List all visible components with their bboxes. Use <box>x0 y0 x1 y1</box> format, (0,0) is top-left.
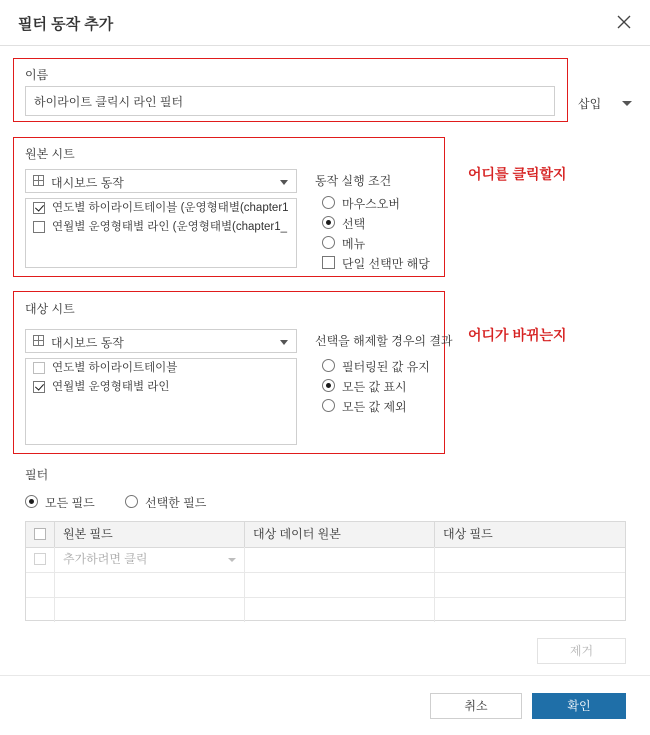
radio-icon[interactable] <box>25 495 38 508</box>
clear-option-label: 모든 값 제외 <box>342 400 407 414</box>
list-item[interactable] <box>26 218 296 237</box>
checkbox-icon[interactable] <box>34 553 46 565</box>
run-condition-option-label: 메뉴 <box>342 237 366 251</box>
name-input[interactable] <box>25 86 555 116</box>
filter-option-label: 선택한 필드 <box>145 496 207 510</box>
run-condition-label: 동작 실행 조건 <box>315 174 392 188</box>
checkbox-icon[interactable] <box>33 202 45 214</box>
filter-option-label: 모든 필드 <box>45 496 95 510</box>
table-header-row <box>26 522 625 548</box>
name-label: 이름 <box>25 68 49 82</box>
remove-button[interactable]: 제거 <box>537 638 626 664</box>
source-sheet-dropdown-value: 대시보드 동작 <box>51 176 124 190</box>
dialog-titlebar <box>0 0 650 46</box>
row-target-field-cell[interactable] <box>435 597 625 622</box>
checkbox-icon[interactable] <box>33 381 45 393</box>
list-item[interactable] <box>26 359 296 378</box>
table-row[interactable] <box>26 597 625 622</box>
table-row[interactable] <box>26 572 625 598</box>
clear-selection-label: 선택을 해제할 경우의 결과 <box>315 334 453 348</box>
checkbox-icon[interactable] <box>322 256 335 269</box>
run-condition-option-label: 선택 <box>342 217 366 231</box>
table-header-target-datasource: 대상 데이터 원본 <box>245 522 435 547</box>
checkbox-icon[interactable] <box>33 362 45 374</box>
chevron-down-icon[interactable] <box>622 101 632 106</box>
row-target-datasource-cell[interactable] <box>245 547 435 572</box>
filter-label: 필터 <box>25 468 49 482</box>
source-sheet-list[interactable] <box>25 198 297 268</box>
row-checkbox-cell[interactable] <box>26 547 55 572</box>
radio-icon[interactable] <box>322 379 335 392</box>
list-item-label: 연월별 운영형태별 라인 <box>52 381 170 393</box>
radio-icon[interactable] <box>322 216 335 229</box>
annotation-source: 어디를 클릭할지 <box>468 166 567 182</box>
list-item[interactable] <box>26 378 296 397</box>
insert-button[interactable]: 삽입 <box>578 97 602 111</box>
ok-button[interactable]: 확인 <box>532 693 626 719</box>
row-source-field-cell[interactable]: 추가하려면 클릭 <box>55 547 245 572</box>
list-item[interactable] <box>26 199 296 218</box>
clear-option-label: 필터링된 값 유지 <box>342 360 430 374</box>
table-row[interactable] <box>26 547 625 573</box>
close-icon[interactable] <box>608 7 640 37</box>
table-header-target-field: 대상 필드 <box>443 527 493 541</box>
clear-option-label: 모든 값 표시 <box>342 380 407 394</box>
checkbox-icon[interactable] <box>34 528 46 540</box>
target-sheet-label: 대상 시트 <box>25 302 75 316</box>
list-item-label: 연월별 운영형태별 라인 (운영형태별(chapter1_ <box>52 221 288 233</box>
annotation-target: 어디가 바뀌는지 <box>468 327 567 343</box>
radio-icon[interactable] <box>322 236 335 249</box>
row-source-field-cell[interactable] <box>55 572 245 597</box>
row-target-field-cell[interactable] <box>435 547 625 572</box>
dashboard-icon <box>33 175 44 186</box>
target-sheet-dropdown[interactable] <box>25 329 297 353</box>
chevron-down-icon <box>280 340 288 345</box>
list-item-label: 연도별 하이라이트테이블 <box>52 362 178 374</box>
list-item-label: 연도별 하이라이트테이블 (운영형태별(chapter1 <box>52 202 289 214</box>
source-sheet-dropdown[interactable] <box>25 169 297 193</box>
radio-icon[interactable] <box>322 359 335 372</box>
radio-icon[interactable] <box>322 399 335 412</box>
row-target-datasource-cell[interactable] <box>245 572 435 597</box>
row-checkbox-cell[interactable] <box>26 597 55 622</box>
run-condition-option-label: 마우스오버 <box>342 197 400 211</box>
row-target-field-cell[interactable] <box>435 572 625 597</box>
cancel-button[interactable]: 취소 <box>430 693 522 719</box>
target-sheet-dropdown-value: 대시보드 동작 <box>51 336 124 350</box>
dialog-title: 필터 동작 추가 <box>18 16 114 33</box>
row-target-datasource-cell[interactable] <box>245 597 435 622</box>
filter-fields-table <box>25 521 626 621</box>
chevron-down-icon[interactable] <box>228 558 236 562</box>
dashboard-icon <box>33 335 44 346</box>
source-sheet-label: 원본 시트 <box>25 147 75 161</box>
chevron-down-icon <box>280 180 288 185</box>
checkbox-icon[interactable] <box>33 221 45 233</box>
table-header-select-all[interactable] <box>26 522 55 547</box>
table-header-source-field: 원본 필드 <box>55 522 245 547</box>
radio-icon[interactable] <box>125 495 138 508</box>
single-select-only-label: 단일 선택만 해당 <box>342 257 430 271</box>
footer-divider <box>0 675 650 676</box>
row-checkbox-cell[interactable] <box>26 572 55 597</box>
row-source-field-cell[interactable] <box>55 597 245 622</box>
radio-icon[interactable] <box>322 196 335 209</box>
target-sheet-list[interactable] <box>25 358 297 445</box>
